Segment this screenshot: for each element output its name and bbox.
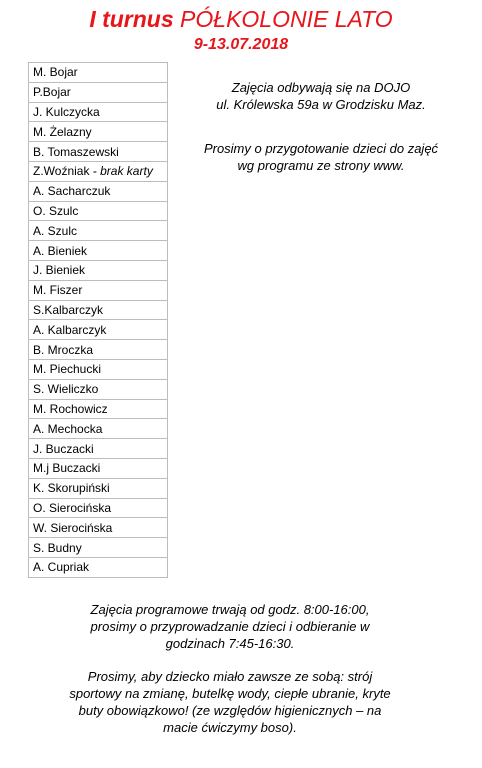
table-row bbox=[29, 241, 168, 261]
items-info bbox=[20, 668, 440, 736]
table-row bbox=[29, 478, 168, 498]
items-line: macie ćwiczymy boso). bbox=[163, 720, 297, 735]
participant-cell bbox=[29, 181, 168, 201]
table-row bbox=[29, 538, 168, 558]
hours-line: godzinach 7:45-16:30. bbox=[165, 636, 295, 651]
participant-name: J. Buczacki bbox=[33, 441, 94, 456]
participant-name: O. Szulc bbox=[33, 203, 79, 218]
participant-note: - brak karty bbox=[89, 164, 153, 179]
participant-name: M. Piechucki bbox=[33, 362, 102, 377]
participants-table bbox=[28, 62, 168, 578]
table-row bbox=[29, 557, 168, 577]
participant-cell bbox=[29, 518, 168, 538]
participant-name: M. Fiszer bbox=[33, 283, 83, 298]
participant-cell bbox=[29, 340, 168, 360]
participant-name: Z.Woźniak bbox=[33, 164, 90, 179]
items-line: sportowy na zmianę, butelkę wody, ciepłe ubranie, kryte bbox=[69, 686, 391, 701]
participant-name: J. Kulczycka bbox=[33, 104, 100, 119]
participant-name: A. Szulc bbox=[33, 223, 78, 238]
participant-cell bbox=[29, 82, 168, 102]
location-line: Zajęcia odbywają się na DOJO bbox=[231, 80, 411, 95]
participant-cell bbox=[29, 161, 168, 181]
participant-cell bbox=[29, 260, 168, 280]
participant-cell bbox=[29, 102, 168, 122]
preparation-line: wg programu ze strony www. bbox=[237, 158, 405, 173]
hours-line: Zajęcia programowe trwają od godz. 8:00-16:00, bbox=[90, 602, 370, 617]
participant-cell bbox=[29, 63, 168, 83]
participant-name: P.Bojar bbox=[33, 85, 71, 100]
table-row bbox=[29, 260, 168, 280]
participant-name: S. Budny bbox=[33, 540, 82, 555]
preparation-info bbox=[196, 140, 446, 174]
table-row bbox=[29, 161, 168, 181]
participant-cell bbox=[29, 320, 168, 340]
table-row bbox=[29, 82, 168, 102]
participant-cell bbox=[29, 419, 168, 439]
table-row bbox=[29, 439, 168, 459]
participant-cell bbox=[29, 241, 168, 261]
table-row bbox=[29, 399, 168, 419]
participant-cell bbox=[29, 399, 168, 419]
title-camp-name: PÓŁKOLONIE LATO bbox=[180, 6, 393, 32]
table-row bbox=[29, 300, 168, 320]
participant-name: J. Bieniek bbox=[33, 263, 86, 278]
participant-cell bbox=[29, 280, 168, 300]
table-row bbox=[29, 102, 168, 122]
participant-name: S.Kalbarczyk bbox=[33, 302, 104, 317]
participant-name: S. Wieliczko bbox=[33, 382, 99, 397]
table-row bbox=[29, 379, 168, 399]
participant-cell bbox=[29, 538, 168, 558]
table-row bbox=[29, 142, 168, 162]
participant-cell bbox=[29, 359, 168, 379]
participant-cell bbox=[29, 458, 168, 478]
participant-name: O. Sierocińska bbox=[33, 500, 112, 515]
table-row bbox=[29, 63, 168, 83]
table-row bbox=[29, 419, 168, 439]
participant-name: A. Bieniek bbox=[33, 243, 88, 258]
participant-cell bbox=[29, 142, 168, 162]
participant-cell bbox=[29, 478, 168, 498]
participant-cell bbox=[29, 379, 168, 399]
participant-name: M.j Buczacki bbox=[33, 461, 101, 476]
participant-cell bbox=[29, 498, 168, 518]
hours-line: prosimy o przyprowadzanie dzieci i odbieranie w bbox=[90, 619, 370, 634]
table-row bbox=[29, 458, 168, 478]
location-info bbox=[196, 79, 446, 113]
camp-dates: 9-13.07.2018 bbox=[193, 36, 289, 53]
participant-name: B. Mroczka bbox=[33, 342, 94, 357]
participant-cell bbox=[29, 122, 168, 142]
participant-cell bbox=[29, 557, 168, 577]
participant-name: M. Żelazny bbox=[33, 124, 92, 139]
participant-name: A. Sacharczuk bbox=[33, 184, 111, 199]
table-row bbox=[29, 359, 168, 379]
participant-cell bbox=[29, 221, 168, 241]
table-row bbox=[29, 122, 168, 142]
table-row bbox=[29, 201, 168, 221]
title-turnus: I turnus bbox=[89, 6, 174, 32]
items-line: Prosimy, aby dziecko miało zawsze ze sobą: strój bbox=[87, 669, 373, 684]
participant-name: M. Rochowicz bbox=[33, 401, 108, 416]
table-row bbox=[29, 181, 168, 201]
table-row bbox=[29, 280, 168, 300]
items-line: buty obowiązkowo! (ze względów higienicznych – na bbox=[78, 703, 382, 718]
table-row bbox=[29, 498, 168, 518]
participant-name: M. Bojar bbox=[33, 65, 78, 80]
participant-name: A. Mechocka bbox=[33, 421, 103, 436]
table-row bbox=[29, 320, 168, 340]
page-title bbox=[0, 6, 482, 32]
participant-name: K. Skorupiński bbox=[33, 481, 110, 496]
table-row bbox=[29, 340, 168, 360]
hours-info bbox=[20, 601, 440, 652]
participant-name: A. Kalbarczyk bbox=[33, 322, 107, 337]
location-line: ul. Królewska 59a w Grodzisku Maz. bbox=[216, 97, 426, 112]
participant-name: B. Tomaszewski bbox=[33, 144, 119, 159]
participant-name: A. Cupriak bbox=[33, 560, 90, 575]
preparation-line: Prosimy o przygotowanie dzieci do zajęć bbox=[203, 141, 439, 156]
participant-cell bbox=[29, 439, 168, 459]
participant-cell bbox=[29, 201, 168, 221]
table-row bbox=[29, 221, 168, 241]
participant-name: W. Sierocińska bbox=[33, 520, 113, 535]
participant-cell bbox=[29, 300, 168, 320]
table-row bbox=[29, 518, 168, 538]
